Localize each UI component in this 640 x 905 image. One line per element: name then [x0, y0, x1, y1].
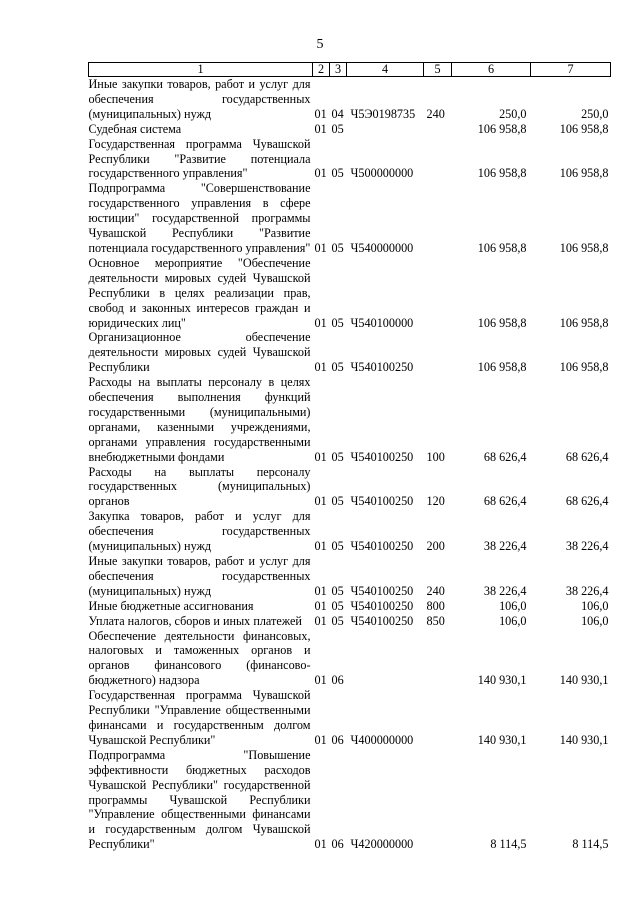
- amount-cell: 38 226,4: [483, 539, 527, 554]
- table-row: [89, 599, 611, 614]
- target-article-cell: [347, 629, 424, 689]
- expense-type-cell: 800: [426, 598, 445, 613]
- subsection-code-cell: 05: [331, 449, 344, 464]
- amount-cell: 106 958,8: [559, 315, 609, 330]
- target-article-cell: Ч540000000: [350, 240, 414, 255]
- amount-cell: 106 958,8: [559, 166, 609, 181]
- column-header-5: 5: [424, 63, 452, 77]
- table-header-row: [89, 63, 611, 77]
- target-article-cell: Ч400000000: [350, 732, 414, 747]
- table-row: [89, 122, 611, 137]
- amount-cell: 140 930,1: [559, 673, 609, 688]
- expense-type-cell: [424, 181, 452, 256]
- expense-type-cell: 200: [426, 539, 445, 554]
- row-name-cell: Обеспечение деятельности финансовых, налоговых и таможенных органов и органов финансового (финансово-бюджетного) надзора: [88, 628, 311, 688]
- subsection-code-cell: 06: [331, 732, 344, 747]
- row-name-cell: Государственная программа Чувашской Республики "Развитие потенциала государственного управления": [88, 136, 311, 181]
- row-name-cell: Судебная система: [88, 121, 182, 136]
- amount-cell: 8 114,5: [572, 837, 609, 852]
- amount-cell: 38 226,4: [565, 539, 609, 554]
- budget-table: [88, 62, 611, 852]
- table-row: [89, 330, 611, 375]
- subsection-code-cell: 05: [331, 360, 344, 375]
- table-row: [89, 688, 611, 748]
- amount-cell: 38 226,4: [565, 583, 609, 598]
- table-row: [89, 181, 611, 256]
- section-code-cell: 01: [314, 613, 327, 628]
- row-name-cell: Уплата налогов, сборов и иных платежей: [88, 613, 302, 628]
- amount-cell: 68 626,4: [565, 494, 609, 509]
- subsection-code-cell: 04: [331, 106, 344, 121]
- table-row: [89, 614, 611, 629]
- table-row: [89, 509, 611, 554]
- section-code-cell: 01: [314, 673, 327, 688]
- target-article-cell: Ч420000000: [350, 837, 414, 852]
- section-code-cell: 01: [314, 106, 327, 121]
- row-name-cell: Закупка товаров, работ и услуг для обеспечения государственных (муниципальных) нужд: [88, 509, 311, 554]
- row-name-cell: Государственная программа Чувашской Республики "Управление общественными финансами и государственным долгом Чувашской Республики": [88, 688, 311, 747]
- subsection-code-cell: 05: [331, 166, 344, 181]
- amount-cell: 106 958,8: [477, 166, 527, 181]
- expense-type-cell: 240: [426, 583, 445, 598]
- expense-type-cell: [424, 629, 452, 689]
- amount-cell: 250,0: [581, 106, 609, 121]
- row-name-cell: Иные закупки товаров, работ и услуг для обеспечения государственных (муниципальных) нужд: [88, 554, 311, 598]
- table-row: [89, 137, 611, 182]
- table-row: [89, 256, 611, 331]
- section-code-cell: 01: [314, 166, 327, 181]
- amount-cell: 106,0: [499, 598, 527, 613]
- expense-type-cell: [424, 748, 452, 852]
- target-article-cell: Ч540100250: [350, 598, 414, 613]
- table-body: [89, 77, 611, 853]
- subsection-code-cell: 05: [331, 583, 344, 598]
- amount-cell: 106,0: [581, 613, 609, 628]
- target-article-cell: Ч5Э0198735: [350, 106, 416, 121]
- section-code-cell: 01: [314, 360, 327, 375]
- row-name-cell: Иные закупки товаров, работ и услуг для обеспечения государственных (муниципальных) нужд: [88, 77, 311, 121]
- amount-cell: 68 626,4: [483, 494, 527, 509]
- expense-type-cell: [424, 330, 452, 375]
- section-code-cell: 01: [314, 121, 327, 136]
- amount-cell: 106,0: [499, 613, 527, 628]
- subsection-code-cell: 05: [331, 539, 344, 554]
- column-header-6: 6: [452, 63, 531, 77]
- target-article-cell: Ч540100250: [350, 583, 414, 598]
- target-article-cell: Ч540100000: [350, 315, 414, 330]
- target-article-cell: Ч540100250: [350, 494, 414, 509]
- amount-cell: 106 958,8: [559, 360, 609, 375]
- amount-cell: 68 626,4: [565, 449, 609, 464]
- column-header-2: 2: [313, 63, 330, 77]
- row-name-cell: Подпрограмма "Повышение эффективности бюджетных расходов Чувашской Республики" государственной программы Чувашской Республики "Управление общественными финансами и государственным долгом Чувашской Республики": [88, 747, 311, 852]
- row-name-cell: Расходы на выплаты персоналу государственных (муниципальных) органов: [88, 464, 311, 509]
- row-name-cell: Организационное обеспечение деятельности мировых судей Чувашской Республики: [88, 330, 311, 375]
- amount-cell: 106 958,8: [477, 121, 527, 136]
- section-code-cell: 01: [314, 494, 327, 509]
- expense-type-cell: 100: [426, 449, 445, 464]
- section-code-cell: 01: [314, 732, 327, 747]
- column-header-7: 7: [531, 63, 611, 77]
- table-row: [89, 554, 611, 599]
- expense-type-cell: [424, 122, 452, 137]
- amount-cell: 140 930,1: [559, 732, 609, 747]
- target-article-cell: Ч540100250: [350, 539, 414, 554]
- section-code-cell: 01: [314, 539, 327, 554]
- section-code-cell: 01: [314, 583, 327, 598]
- amount-cell: 38 226,4: [483, 583, 527, 598]
- target-article-cell: Ч540100250: [350, 449, 414, 464]
- target-article-cell: Ч540100250: [350, 360, 414, 375]
- expense-type-cell: 850: [426, 613, 445, 628]
- page-number: 5: [316, 37, 324, 52]
- row-name-cell: Подпрограмма "Совершенствование государственного управления в сфере юстиции" государственной программы Чувашской Республики "Развитие потенциала государственного управления": [88, 181, 311, 255]
- amount-cell: 140 930,1: [477, 673, 527, 688]
- amount-cell: 106 958,8: [477, 315, 527, 330]
- target-article-cell: [347, 122, 424, 137]
- subsection-code-cell: 06: [331, 837, 344, 852]
- expense-type-cell: [424, 137, 452, 182]
- section-code-cell: 01: [314, 598, 327, 613]
- subsection-code-cell: 05: [331, 598, 344, 613]
- subsection-code-cell: 05: [331, 315, 344, 330]
- section-code-cell: 01: [314, 315, 327, 330]
- expense-type-cell: 120: [426, 494, 445, 509]
- table-row: [89, 375, 611, 464]
- expense-type-cell: 240: [426, 106, 445, 121]
- subsection-code-cell: 05: [331, 494, 344, 509]
- target-article-cell: Ч540100250: [350, 613, 414, 628]
- table-row: [89, 748, 611, 852]
- expense-type-cell: [424, 688, 452, 748]
- subsection-code-cell: 05: [331, 121, 344, 136]
- subsection-code-cell: 06: [331, 673, 344, 688]
- section-code-cell: 01: [314, 837, 327, 852]
- column-header-1: 1: [89, 63, 313, 77]
- table-row: [89, 77, 611, 122]
- row-name-cell: Иные бюджетные ассигнования: [88, 598, 254, 613]
- row-name-cell: Основное мероприятие "Обеспечение деятельности мировых судей Чувашской Республики в целях реализации прав, свобод и законных интересов граждан и юридических лиц": [88, 255, 311, 330]
- column-header-3: 3: [330, 63, 347, 77]
- amount-cell: 8 114,5: [490, 837, 527, 852]
- amount-cell: 106 958,8: [477, 240, 527, 255]
- section-code-cell: 01: [314, 240, 327, 255]
- target-article-cell: Ч500000000: [350, 166, 414, 181]
- table-row: [89, 465, 611, 510]
- table-row: [89, 629, 611, 689]
- amount-cell: 68 626,4: [483, 449, 527, 464]
- subsection-code-cell: 05: [331, 240, 344, 255]
- amount-cell: 106 958,8: [559, 240, 609, 255]
- subsection-code-cell: 05: [331, 613, 344, 628]
- section-code-cell: 01: [314, 449, 327, 464]
- amount-cell: 250,0: [499, 106, 527, 121]
- row-name-cell: Расходы на выплаты персоналу в целях обеспечения выполнения функций государственными (муниципальными) органами, казенными учреждениями, органами управления государственными внебюджетными фондами: [88, 375, 311, 464]
- expense-type-cell: [424, 256, 452, 331]
- column-header-4: 4: [347, 63, 424, 77]
- amount-cell: 106 958,8: [559, 121, 609, 136]
- amount-cell: 106,0: [581, 598, 609, 613]
- amount-cell: 140 930,1: [477, 732, 527, 747]
- amount-cell: 106 958,8: [477, 360, 527, 375]
